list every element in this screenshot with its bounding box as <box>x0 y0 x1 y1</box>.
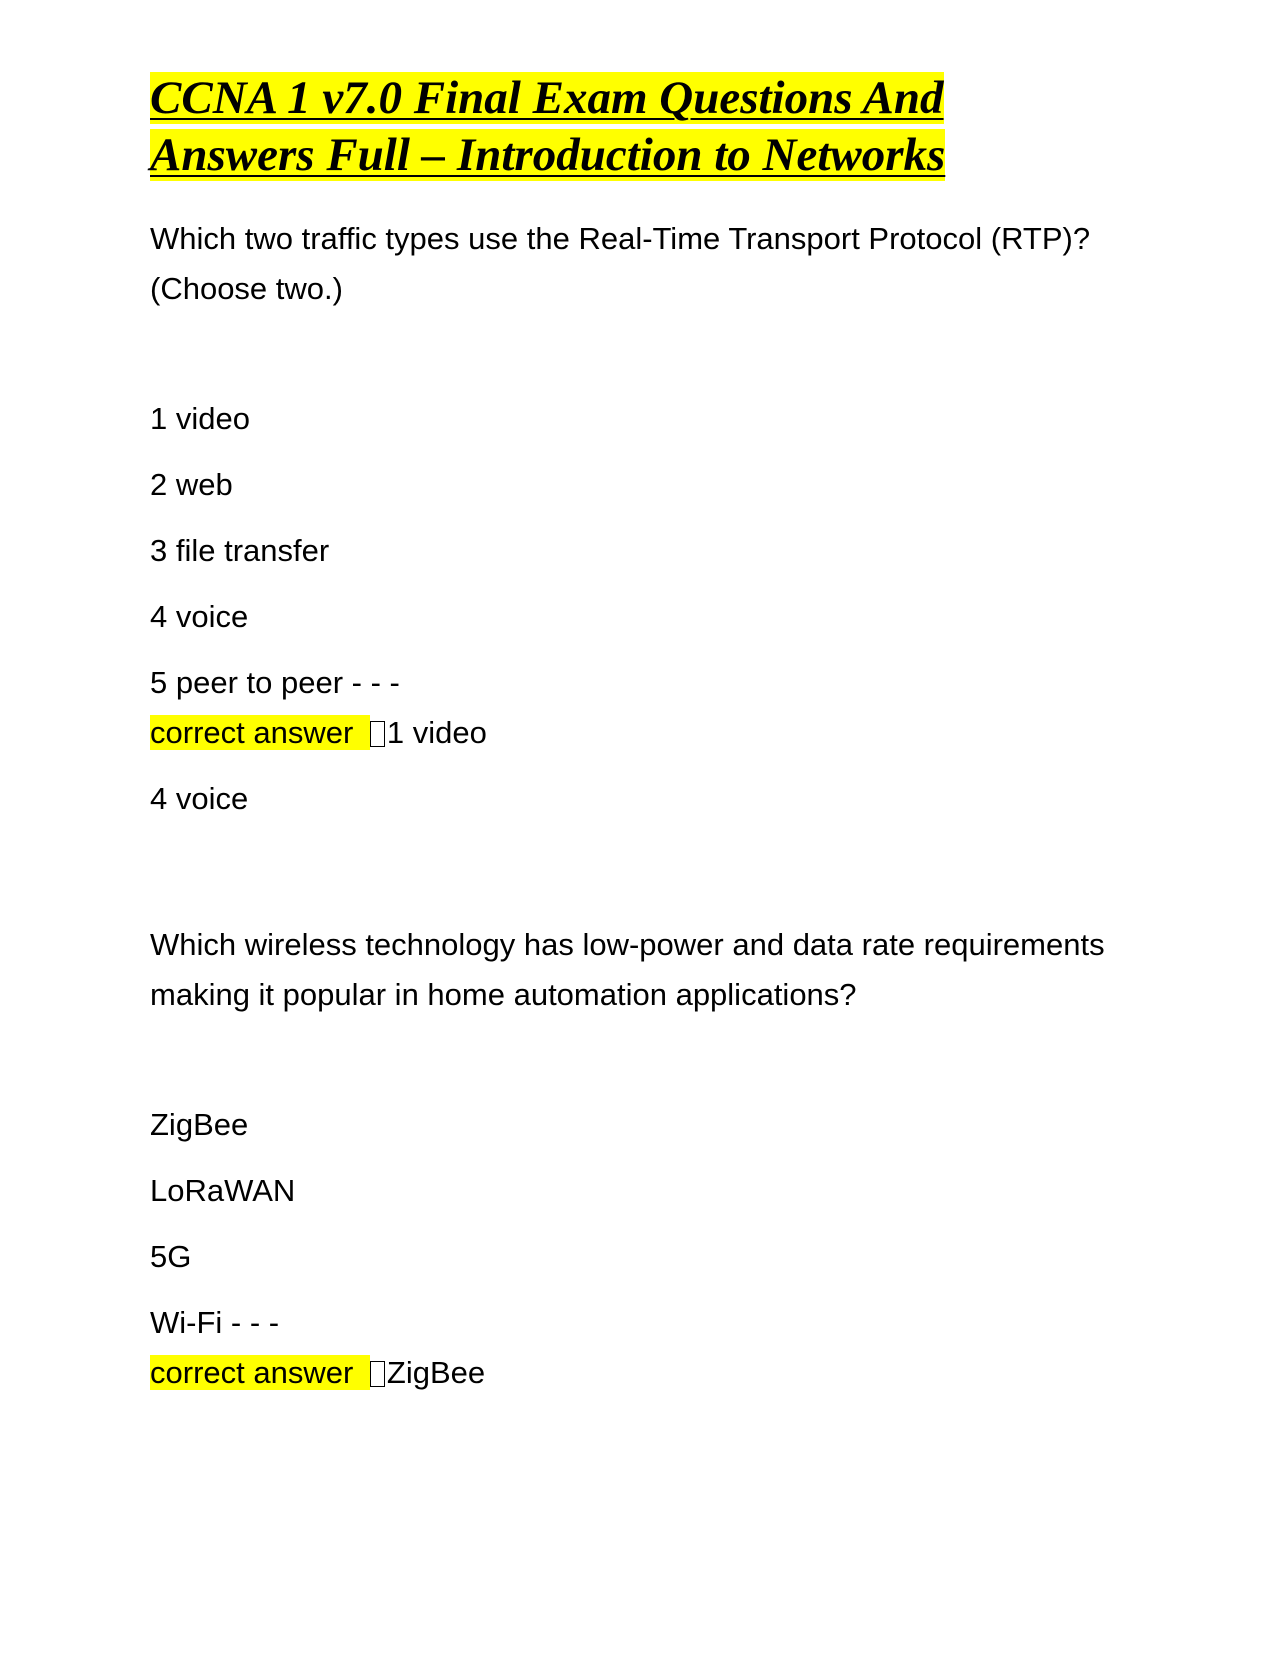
question-2-option: LoRaWAN <box>150 1173 296 1208</box>
title-line-2: Answers Full – Introduction to Networks <box>150 129 946 181</box>
question-2-answer <box>150 1348 1150 1398</box>
spacer <box>150 314 1150 394</box>
question-2-option: 5G <box>150 1239 192 1274</box>
question-1-text: Which two traffic types use the Real-Time Transport Protocol (RTP)? (Choose two.) <box>150 221 1091 306</box>
page-title <box>150 70 1150 184</box>
question-1-option: 5 peer to peer - - - <box>150 665 400 700</box>
question-1-option: 3 file transfer <box>150 533 330 568</box>
question-1-answer <box>150 708 1150 758</box>
question-2-option: Wi-Fi - - - <box>150 1305 280 1340</box>
title-line-1: CCNA 1 v7.0 Final Exam Questions And <box>150 72 944 124</box>
question-2-text: Which wireless technology has low-power and data rate requirements making it popular in home automation applications? <box>150 927 1105 1012</box>
question-2-option: ZigBee <box>150 1107 249 1142</box>
spacer <box>150 1020 1150 1100</box>
document-content <box>150 70 1150 1414</box>
question-2-answer-value: ZigBee <box>386 1355 486 1390</box>
missing-glyph-box-icon <box>370 721 385 747</box>
spacer <box>150 840 1150 920</box>
question-1-answer-extra: 4 voice <box>150 781 249 816</box>
correct-answer-label: correct answer <box>150 1355 370 1390</box>
question-1-option: 4 voice <box>150 599 249 634</box>
correct-answer-label: correct answer <box>150 715 370 750</box>
question-1-option: 2 web <box>150 467 233 502</box>
question-1-answer-value: 1 video <box>386 715 487 750</box>
missing-glyph-box-icon <box>370 1361 385 1387</box>
question-1-option: 1 video <box>150 401 250 436</box>
